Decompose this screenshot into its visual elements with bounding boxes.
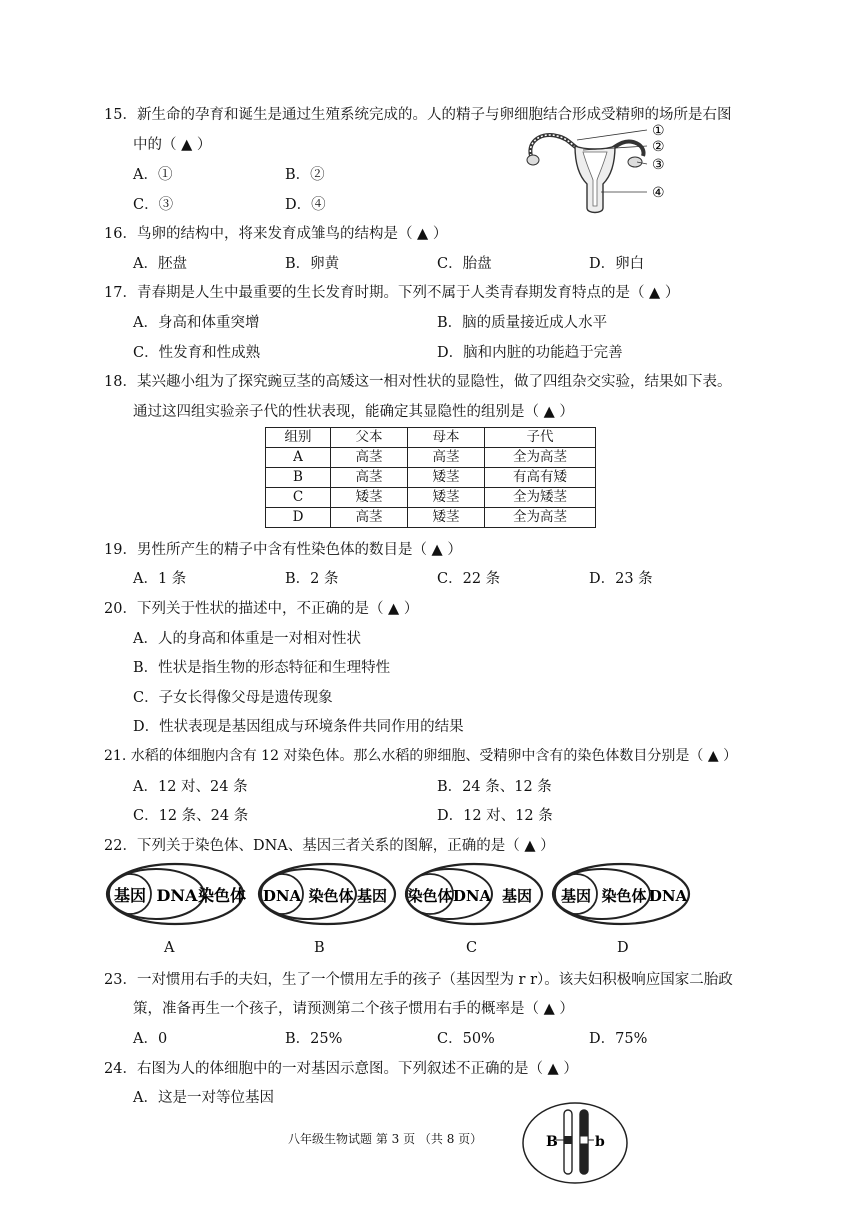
table-cell: B bbox=[266, 468, 331, 488]
figure-label-4: ④ bbox=[652, 185, 665, 201]
q16-option-b: B．卵黄 bbox=[285, 256, 340, 272]
q23-option-b: B．25% bbox=[285, 1031, 343, 1047]
table-row bbox=[266, 448, 596, 468]
q20-stem: 20．下列关于性状的描述中，不正确的是（ ▲ ） bbox=[104, 601, 419, 617]
q16-option-c: C．胎盘 bbox=[437, 256, 492, 272]
diagram-b-outer: 基因 bbox=[356, 887, 388, 905]
q19-option-c: C．22 条 bbox=[437, 571, 501, 587]
q17-option-a: A．身高和体重突增 bbox=[133, 315, 260, 331]
table-cell: 高茎 bbox=[331, 508, 408, 528]
q20-option-d: D．性状表现是基因组成与环境条件共同作用的结果 bbox=[133, 719, 464, 735]
q18-stem-line1: 18．某兴趣小组为了探究豌豆茎的高矮这一相对性状的显隐性，做了四组杂交实验，结果如下表。 bbox=[104, 374, 732, 390]
q16-option-d: D．卵白 bbox=[589, 256, 645, 272]
q18-stem-line2: 通过这四组实验亲子代的性状表现，能确定其显隐性的组别是（ ▲ ） bbox=[133, 404, 574, 420]
q23-stem-line1: 23．一对惯用右手的夫妇，生了一个惯用左手的孩子（基因型为 r r）。该夫妇积极响应国家二胎政 bbox=[104, 972, 733, 988]
table-cell: 全为高茎 bbox=[485, 508, 596, 528]
q16-stem: 16．鸟卵的结构中，将来发育成雏鸟的结构是（ ▲ ） bbox=[104, 226, 448, 242]
diagram-c-letter: C bbox=[466, 940, 478, 956]
q19-option-a: A．1 条 bbox=[133, 571, 187, 587]
q20-option-c: C．子女长得像父母是遗传现象 bbox=[133, 690, 333, 706]
q21-option-d: D．12 对、12 条 bbox=[437, 808, 553, 824]
table-cell: 全为矮茎 bbox=[485, 488, 596, 508]
diagram-d bbox=[550, 860, 692, 928]
diagram-a bbox=[104, 860, 246, 928]
q17-option-d: D．脑和内脏的功能趋于完善 bbox=[437, 345, 623, 361]
table-row bbox=[266, 508, 596, 528]
q17-option-b: B．脑的质量接近成人水平 bbox=[437, 315, 608, 331]
figure-label-2: ② bbox=[652, 139, 665, 155]
table-cell: 高茎 bbox=[408, 448, 485, 468]
diagram-a-letter: A bbox=[164, 940, 175, 956]
figure-label-1: ① bbox=[652, 123, 665, 139]
diagram-b bbox=[256, 860, 398, 928]
q20-option-a: A．人的身高和体重是一对相对性状 bbox=[133, 631, 361, 647]
table-header-cell: 父本 bbox=[331, 428, 408, 448]
table-header-cell: 子代 bbox=[485, 428, 596, 448]
gene-label-recessive: b bbox=[595, 1134, 605, 1150]
diagram-d-outer: DNA bbox=[648, 887, 688, 905]
table-header-row bbox=[266, 428, 596, 448]
q15-option-c: C．③ bbox=[133, 197, 174, 213]
table-cell: 矮茎 bbox=[408, 468, 485, 488]
q19-option-b: B．2 条 bbox=[285, 571, 339, 587]
table-header-cell: 组别 bbox=[266, 428, 331, 448]
diagram-d-middle: 染色体 bbox=[601, 887, 647, 905]
diagram-b-inner: DNA bbox=[262, 887, 302, 905]
q23-stem-line2: 策，准备再生一个孩子，请预测第二个孩子惯用右手的概率是（ ▲ ） bbox=[133, 1001, 574, 1017]
diagram-d-letter: D bbox=[617, 940, 629, 956]
table-cell: 矮茎 bbox=[408, 508, 485, 528]
figure-label-3: ③ bbox=[652, 157, 665, 173]
diagram-a-inner: 基因 bbox=[113, 886, 147, 905]
table-cell: A bbox=[266, 448, 331, 468]
q21-stem: 21. 水稻的体细胞内含有 12 对染色体。那么水稻的卵细胞、受精卵中含有的染色体数目分别是（ ▲ ） bbox=[104, 748, 738, 764]
q19-option-d: D．23 条 bbox=[589, 571, 653, 587]
q15-option-b: B．② bbox=[285, 167, 325, 183]
q16-option-a: A．胚盘 bbox=[133, 256, 187, 272]
table-cell: 全为高茎 bbox=[485, 448, 596, 468]
table-header-cell: 母本 bbox=[408, 428, 485, 448]
gene-label-dominant: B bbox=[546, 1134, 558, 1150]
q15-stem-line1: 15．新生命的孕育和诞生是通过生殖系统完成的。人的精子与卵细胞结合形成受精卵的场所是右图 bbox=[104, 107, 732, 123]
table-cell: 有高有矮 bbox=[485, 468, 596, 488]
table-cell: 矮茎 bbox=[331, 488, 408, 508]
diagram-a-outer: 染色体 bbox=[197, 886, 246, 905]
reproductive-system-figure bbox=[515, 118, 675, 218]
page-footer: 八年级生物试题 第 3 页 （共 8 页） bbox=[288, 1132, 483, 1146]
diagram-b-middle: 染色体 bbox=[308, 887, 354, 905]
q24-option-a: A．这是一对等位基因 bbox=[133, 1090, 274, 1106]
q21-option-c: C．12 条、24 条 bbox=[133, 808, 249, 824]
gene-pair-figure bbox=[520, 1100, 630, 1186]
table-cell: 高茎 bbox=[331, 468, 408, 488]
q21-option-a: A．12 对、24 条 bbox=[133, 779, 248, 795]
table-row bbox=[266, 468, 596, 488]
q24-stem: 24．右图为人的体细胞中的一对基因示意图。下列叙述不正确的是（ ▲ ） bbox=[104, 1061, 578, 1077]
table-cell: 高茎 bbox=[331, 448, 408, 468]
q17-stem: 17．青春期是人生中最重要的生长发育时期。下列不属于人类青春期发育特点的是（ ▲ ） bbox=[104, 285, 680, 301]
q15-option-a: A．① bbox=[133, 167, 173, 183]
q23-option-d: D．75% bbox=[589, 1031, 648, 1047]
diagram-c-middle: DNA bbox=[452, 887, 492, 905]
diagram-c-inner: 染色体 bbox=[407, 887, 453, 905]
q17-option-c: C．性发育和性成熟 bbox=[133, 345, 261, 361]
table-cell: D bbox=[266, 508, 331, 528]
q15-option-d: D．④ bbox=[285, 197, 326, 213]
q23-option-a: A．0 bbox=[133, 1031, 168, 1047]
table-cell: 矮茎 bbox=[408, 488, 485, 508]
diagram-d-inner: 基因 bbox=[560, 887, 592, 905]
table-row bbox=[266, 488, 596, 508]
diagram-c-outer: 基因 bbox=[501, 887, 533, 905]
cross-experiment-table bbox=[265, 427, 596, 528]
q21-option-b: B．24 条、12 条 bbox=[437, 779, 552, 795]
diagram-c bbox=[403, 860, 545, 928]
q23-option-c: C．50% bbox=[437, 1031, 495, 1047]
q19-stem: 19．男性所产生的精子中含有性染色体的数目是（ ▲ ） bbox=[104, 542, 462, 558]
q15-stem-line2: 中的（ ▲ ） bbox=[133, 137, 212, 153]
diagram-a-middle: DNA bbox=[156, 886, 198, 905]
diagram-b-letter: B bbox=[314, 940, 325, 956]
q22-stem: 22．下列关于染色体、DNA、基因三者关系的图解，正确的是（ ▲ ） bbox=[104, 838, 555, 854]
table-cell: C bbox=[266, 488, 331, 508]
q20-option-b: B．性状是指生物的形态特征和生理特性 bbox=[133, 660, 391, 676]
